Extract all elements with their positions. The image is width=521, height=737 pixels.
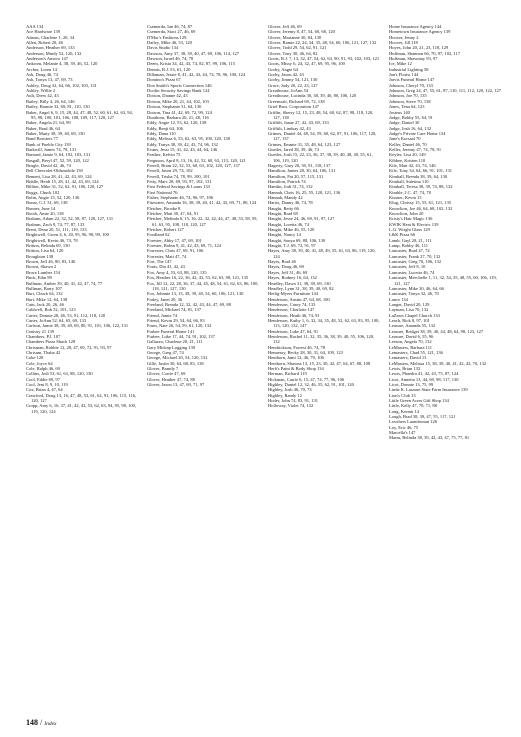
index-entry: Gorby, Angie 64 bbox=[268, 66, 298, 72]
index-entry: Lamp, Bobby 46, 111 bbox=[389, 243, 429, 249]
index-entry: Feather, Kelvin 75 bbox=[147, 152, 181, 158]
index-entry: Dillaman, Jessie 8, 41, 42, 43, 44, 74, 78, 96, 100, 124 bbox=[147, 72, 246, 78]
index-entry: Kimble, J.C. 47, 74, 78 bbox=[389, 189, 431, 195]
index-entry: Dotson, Mike 20, 21, 44, 102, 103 bbox=[147, 98, 209, 104]
index-entry: Leach, Rick 8, 97, 101 bbox=[389, 317, 430, 323]
index-entry: Allen, Robert 20, 46 bbox=[26, 40, 63, 46]
index-entry: Highley, Daniel 12, 32, 46, 55, 62, 91, 101, 120 bbox=[268, 382, 354, 388]
index-entry: Henderson, Heath 46, 74, 91 bbox=[268, 312, 320, 318]
index-entry: Hoover, Jenny 2 bbox=[389, 34, 419, 40]
index-entry: Lancaster, Frank 27, 70, 132 bbox=[389, 253, 441, 259]
index-entry: Broughton 138 bbox=[26, 253, 54, 259]
index-entry: Brent, Dena 20, 51, 111, 119, 133 bbox=[26, 227, 87, 233]
index-entry: Guetler, Jared 38, 39, 46, 74 bbox=[268, 146, 319, 152]
index-entry: Fox, Johnnie 13, 15, 38, 39, 40, 54, 60, 106, 121, 130 bbox=[147, 291, 244, 297]
index-column-1 bbox=[26, 24, 139, 441]
index-entry: Glover, Todd 29, 54, 62, 91, 121 bbox=[268, 45, 327, 51]
index-entry: Haught, Nancy 14 bbox=[268, 232, 301, 238]
index-entry: Haught, Sonya 69, 88, 106, 130 bbox=[268, 237, 326, 243]
index-entry: Hayes, Amy 38, 39, 40, 41, 48, 49, 55, 61, 63, 86, 119, 120, 124 bbox=[268, 248, 376, 259]
index-entry: Judge, Daniel 30 bbox=[389, 120, 420, 126]
index-entry: Glover, Jeremy 8, 47, 54, 60, 68, 120 bbox=[268, 29, 335, 35]
index-entry: Hamilton, James 28, 30, 64, 106, 131 bbox=[268, 168, 336, 174]
index-entry: Domino's Pizza 67 bbox=[147, 77, 181, 83]
index-entry: Fletcher, Brooke 8 bbox=[147, 205, 181, 211]
index-entry: Long, Kermit 14 bbox=[389, 408, 420, 414]
index-entry: Grief Bros. Corporation 147 bbox=[268, 104, 319, 110]
index-entry: Cole, Joyce 64 bbox=[26, 360, 53, 366]
index-entry: First National 76 bbox=[147, 189, 178, 195]
index-entry: Hickman, Carrie 6, 15, 47, 74, 77, 96, 106 bbox=[268, 376, 345, 382]
index-entry: Lancaster, Meechelle 1, 11, 32, 34, 35, 48, 55, 60, 106, 119, 121, 127 bbox=[389, 275, 497, 286]
index-entry: Ferguson, April 8, 13, 16, 42, 52, 60, 63, 113, 120, 121 bbox=[147, 157, 246, 163]
index-entry: Griffith, Lindsay 42, 43 bbox=[268, 125, 311, 131]
index-entry: Bennett, Lisa 28, 41, 42, 43, 69, 124 bbox=[26, 173, 92, 179]
index-entry: Hayes, Rodney 16, 64, 132 bbox=[268, 275, 317, 281]
index-entry: Lemasters, David 13 bbox=[389, 355, 427, 361]
index-entry: Ash, Doug 46, 74 bbox=[26, 72, 58, 78]
index-entry: Freeland, Michael 74, 81, 137 bbox=[147, 307, 202, 313]
index-entry: Crawford, Doug 13, 16, 47, 48, 53, 61, 62, 91, 106, 115, 116, 120, 127 bbox=[26, 392, 137, 404]
index-entry: Archer, Loren 14 bbox=[26, 66, 57, 72]
index-entry: Jones, Tena 64, 123 bbox=[389, 104, 425, 110]
index-entry: Fox, Heather 16, 22, 36, 42, 43, 53, 62, 63, 98, 121, 135 bbox=[147, 275, 249, 281]
index-entry: Forrester, Matt 47, 74 bbox=[147, 253, 187, 259]
index-entry: Fletcher, Matt 30, 47, 64, 91 bbox=[147, 211, 199, 217]
index-entry: Kile, Tony 34, 64, 66, 91, 101, 131 bbox=[389, 168, 452, 174]
index-entry: Britton, Belinda 69, 130 bbox=[26, 243, 70, 249]
index-entry: Hamlin, Jodi 31, 74, 132 bbox=[268, 184, 313, 190]
index-entry: Leasure, Amanda 55, 132 bbox=[389, 323, 436, 329]
index-column-3 bbox=[268, 24, 381, 441]
index-entry: Huffman, Shawntay 93, 97 bbox=[389, 56, 438, 62]
index-entry: Basgall, Beryl 47, 52, 59, 120, 122 bbox=[26, 157, 89, 163]
index-entry: Layman, Lisa 70, 132 bbox=[389, 307, 429, 313]
index-entry: Cool, Jeni 8, 9, 10, 119 bbox=[26, 382, 68, 388]
index-entry: Dotson, Dianne 42, 43 bbox=[147, 93, 188, 99]
index-entry: Barkwill, James 74, 78, 131 bbox=[26, 146, 77, 152]
index-entry: Don Smith's Sports Connection 146 bbox=[147, 82, 212, 88]
index-entry: Glover, Jason 13, 47, 69, 71, 97 bbox=[147, 382, 205, 388]
index-entry: Johnson, Joe 70, 135 bbox=[389, 93, 427, 99]
index-entry: Highley, Josh 46, 70, 73 bbox=[268, 387, 312, 393]
index-entry: Cropp, Amy 6, 16, 37, 41, 42, 43, 53, 62, 63, 94, 95, 98, 100, 119, 120, 124 bbox=[26, 403, 137, 414]
index-entry: Britton, Lisa 64, 120 bbox=[26, 248, 64, 254]
index-entry: Grace, Judy 20, 22, 23, 127 bbox=[268, 82, 318, 88]
index-entry: Little, Kelly 47, 70, 71, 88 bbox=[389, 403, 437, 409]
index-entry: Heilig-Myers Furniture 144 bbox=[268, 291, 318, 297]
index-entry: Glover, Jeff 46, 69 bbox=[268, 24, 302, 29]
index-entry: Knowlton, John 20 bbox=[389, 211, 424, 217]
index-entry: D'Mor's Fashions 129 bbox=[147, 34, 187, 40]
index-entry: Anderson, Mindy 52, 120, 132 bbox=[26, 50, 82, 56]
index-entry: Dawson, Israel 46, 74, 78 bbox=[147, 56, 194, 62]
index-entry: Bonar, C.J. 31, 69, 138 bbox=[26, 200, 68, 206]
index-entry: Furbee, Luke 17, 44, 74, 91, 102, 137 bbox=[147, 333, 215, 339]
index-entry: Fisher, Stephanie 46, 74, 96, 97, 106 bbox=[147, 195, 213, 200]
index-entry: First Federal Savings & Loans 133 bbox=[147, 184, 210, 190]
index-entry: Collins, Jodi 53, 61, 63, 88, 120, 130 bbox=[26, 371, 93, 377]
index-entry: Ace Hardware 139 bbox=[26, 29, 60, 35]
index-entry: Frum, Nate 26, 54, 59, 61, 120, 132 bbox=[147, 323, 212, 329]
index-entry: Glover, Brandy 7 bbox=[147, 366, 179, 371]
index-entry: Henderson, Austin 47, 64, 68, 100 bbox=[268, 296, 330, 302]
index-entry: Harris, Danny 46, 74, 78 bbox=[268, 200, 313, 206]
index-entry: Jan's Florist 144 bbox=[389, 72, 419, 78]
index-entry: Dunthorn, Barbara 20, 21, 48, 116 bbox=[147, 114, 209, 120]
index-entry: Dennis, B.J. 53, 61, 120 bbox=[147, 66, 191, 72]
index-entry: Bank of Pueblo City 139 bbox=[26, 141, 71, 147]
index-entry: Kimball, Suleima 110 bbox=[389, 178, 429, 184]
index-entry: Baker, Marty 38, 39, 40, 69, 130 bbox=[26, 130, 85, 136]
index-entry: Billiter, Mike 31, 52, 62, 91, 106, 120, 127 bbox=[26, 184, 104, 190]
index-entry: Dotson, Tina 41, 42, 69, 72, 99, 124 bbox=[147, 109, 212, 115]
index-column-2 bbox=[147, 24, 260, 441]
index-entry: Lancaster, Jeff 8, 10 bbox=[389, 264, 426, 270]
index-entry: Kile, Matt 42, 43, 74, 146 bbox=[389, 162, 436, 168]
index-entry: Fletcher, Robert 127 bbox=[147, 227, 184, 233]
index-entry: Marcella's 147 bbox=[389, 430, 416, 436]
index-entry: Judge, Bobby 55, 64, 91 bbox=[389, 114, 433, 120]
index-entry: Ankrom, Melanie 4, 38, 39, 46, 52, 120 bbox=[26, 61, 98, 67]
index-entry: Klug, Chrissy 15, 55, 61, 121, 135 bbox=[389, 200, 452, 206]
index-entry: Henthorn, Shawna 13, 15, 23, 30, 42, 47, 64, 67, 88, 108 bbox=[268, 360, 371, 366]
index-entry: Cox, Brian 4, 47, 64 bbox=[26, 387, 63, 393]
index-entry: Kimball, Brenda 38, 39, 64, 130 bbox=[389, 173, 448, 179]
index-entry: Henderson, Rachel 11, 32, 35, 36, 38, 39, 40, 55, 106, 120, 132 bbox=[268, 333, 375, 345]
index-entry: Johnson, Greg 24, 47, 55, 61, 87, 110, 111, 112, 120, 122, 127 bbox=[389, 88, 501, 94]
index-entry: Bullman, Barry 107 bbox=[26, 285, 62, 291]
index-entry: Lowthers Laundromat 126 bbox=[389, 419, 437, 425]
index-entry: Lewis, Phaedra 41, 42, 43, 75, 87, 124 bbox=[389, 371, 459, 377]
index-entry: Anderson's Amoco 147 bbox=[26, 56, 69, 62]
index-entry: Goots, B.J. 7, 13, 32, 47, 54, 62, 63, 90, 91, 93, 102, 103, 121 bbox=[268, 56, 380, 62]
index-entry: Doolin Security Savings Bank 124 bbox=[147, 88, 210, 94]
index-entry: Ferrell, Jason 29, 74, 102 bbox=[147, 168, 193, 174]
index-entry: Guetler, Josh 15, 22, 23, 36, 37, 38, 39, 40, 48, 49, 55, 61, 106, 119, 120 bbox=[268, 152, 373, 163]
index-entry: Kibbee, Kristen 110 bbox=[389, 157, 426, 163]
index-entry: Grimes, Daniel 44, 48, 54, 59, 60, 62, 87, 91, 106, 117, 120, 127, 137 bbox=[268, 130, 377, 142]
index-entry: Chrisman, Robbie 12, 28, 47, 69, 72, 91, 93, 97 bbox=[26, 344, 112, 350]
index-entry: Cain, Jack 20, 26, 46 bbox=[26, 301, 64, 307]
index-entry: Goots, Missy 6, 24, 32, 47, 69, 95, 96, 100 bbox=[268, 61, 345, 67]
index-entry: Johnson, Steve 70, 138 bbox=[389, 98, 431, 104]
index-entry: Henderson, Kathy 1, 6, 32, 34, 35, 48, 52, 62, 63, 83, 95, 100, 113, 120, 132, 147 bbox=[268, 317, 380, 329]
index-entry: Lancaster, Lucetta 46, 74 bbox=[389, 269, 435, 275]
index-entry: Lemasters, Chad 55, 121, 136 bbox=[389, 349, 443, 355]
index-entry: Ferrell, Brian 22, 32, 53, 60, 63, 102, 120, 127, 137 bbox=[147, 162, 240, 168]
index-entry: Buck, Ethn 89 bbox=[26, 275, 52, 281]
index-entry: Keyler, Lisa 20, 149 bbox=[389, 152, 426, 158]
index-entry: Carter, JoAnn 52, 64, 65, 69, 133 bbox=[26, 317, 86, 323]
index-entry: Ashley, Willie 2 bbox=[26, 88, 56, 94]
index-entry: Hannah, Mandy 42 bbox=[268, 195, 303, 200]
index-entry: Licot, Donnie 13, 75, 99 bbox=[389, 382, 434, 388]
page-footer bbox=[26, 718, 56, 729]
index-entry: Baker, Brad 46, 64 bbox=[26, 125, 60, 131]
index-entry: Booth, Amie 20, 138 bbox=[26, 211, 64, 217]
index-entry: Hamilton, Pat 20, 57, 115, 131 bbox=[268, 173, 324, 179]
index-entry: Fraley, Janet 20, 36 bbox=[147, 296, 183, 302]
index-entry: Eddy, Benji 64, 106 bbox=[147, 125, 183, 131]
index-entry: Henderson, Charlotte 147 bbox=[268, 307, 315, 313]
index-entry: Bruce Lumber 154 bbox=[26, 269, 60, 275]
index-entry: Fouts, Dia 41, 42, 43 bbox=[147, 264, 185, 270]
index-entry: Cole, Ralph 46, 69 bbox=[26, 366, 60, 371]
index-entry: Leasure, David 6, 55, 96 bbox=[389, 333, 434, 339]
index-entry: Gallazzo, Charlene 20, 21, 111 bbox=[147, 339, 203, 345]
index-entry: Glover, Ramie 22, 24, 34, 35, 48, 54, 60, 106, 121, 127, 132 bbox=[268, 40, 377, 46]
index-entry: Judge, Josh 16, 64, 132 bbox=[389, 125, 432, 131]
index-entry: Carlson, Jamie 38, 39, 40, 69, 80, 91, 101, 106, 122, 131 bbox=[26, 323, 129, 329]
index-entry: Dotson, Stephanie 31, 64, 130 bbox=[147, 104, 202, 110]
index-entry: Csemerda, Staci 27, 46, 69 bbox=[147, 29, 196, 35]
index-entry: Forester, Robin 9, 41, 42, 43, 69, 71, 124 bbox=[147, 243, 221, 249]
index-entry: Fletcher, Melinda 6, 15, 16, 22, 32, 42, 44, 47, 48, 53, 58, 59, 61, 63, 95, 108, 118, 120, 127 bbox=[147, 216, 258, 227]
index-entry: Furbee Funeral Home 141 bbox=[147, 328, 195, 334]
index-entry: Lewis, Brian 133 bbox=[389, 366, 421, 371]
index-entry: Leasure, Bridget 38, 39, 40, 44, 48, 64, 98, 123, 127 bbox=[389, 328, 484, 334]
index-entry: Eddy, Dana 110 bbox=[147, 130, 176, 136]
index-entry: Little Green Acres Gift Shop 134 bbox=[389, 398, 449, 404]
index-entry: Haught, Brad 69 bbox=[268, 211, 298, 217]
index-entry: Deem, Krista 34, 42, 43, 74, 82, 87, 99, 106, 115 bbox=[147, 61, 235, 67]
index-entry: Hannah, Chris 16, 25, 55, 120, 121, 136 bbox=[268, 189, 341, 195]
index-entry: Glover, Corrie 47, 69 bbox=[147, 371, 186, 377]
index-entry: Bolin, Angie 15, 52, 120, 136 bbox=[26, 195, 80, 200]
index-entry: Hendrickson, Forrest 46, 74, 78 bbox=[268, 344, 326, 350]
index-entry: Eddy, Angie 12, 53, 62, 120, 138 bbox=[147, 120, 207, 126]
index-entry: Knowlton, Joe 46, 64, 68, 102, 132 bbox=[389, 205, 453, 211]
index-entry: Davis Studio 134 bbox=[147, 45, 179, 51]
index-entry: George, Greg 47, 74 bbox=[147, 349, 184, 355]
index-entry: George, Michael 20, 54, 120, 132 bbox=[147, 355, 208, 361]
index-entry: Greathouse, Lucinda 30, 38, 39, 46, 80, 106, 120 bbox=[268, 93, 357, 99]
index-entry: Eddy, Tonya 38, 39, 42, 43, 74, 96, 132 bbox=[147, 141, 218, 147]
index-entry: Ault, Drew 42, 43 bbox=[26, 93, 59, 99]
index-entry: Lance 134 bbox=[389, 296, 408, 302]
index-entry: Cool, Eddie 69, 97 bbox=[26, 376, 60, 382]
index-entry: KWIK Heat & Electric 139 bbox=[389, 221, 439, 227]
index-entry: Hoover, Jill 118 bbox=[389, 40, 418, 46]
index-entry: Forrester, Chris 47, 69, 91, 106 bbox=[147, 248, 204, 254]
index-entry: Lancaster, Mike 30, 46, 64, 66 bbox=[389, 285, 444, 291]
footer-separator: / bbox=[40, 718, 43, 727]
index-entry: Dailey, Mike 46, 53, 120 bbox=[147, 40, 192, 46]
index-entry: Anderson, Heather 69, 133 bbox=[26, 45, 75, 51]
index-entry: Herb's Paint & Body Shop 134 bbox=[268, 366, 324, 371]
index-entry: Coke 128 bbox=[26, 355, 44, 361]
index-entry: Fox, Amy 4, 53, 63, 88, 120, 135 bbox=[147, 269, 207, 275]
index-entry: Keller, Daniel 46, 70 bbox=[389, 141, 427, 147]
index-entry: Industrial Lighting 58 bbox=[389, 66, 429, 72]
index-entry: Burt, Chuck 64, 132 bbox=[26, 291, 63, 297]
index-entry: Carter, Donnie 28, 46, 53, 91, 112, 118, 120 bbox=[26, 312, 106, 318]
index-entry: Lancaster, Greg 70, 106, 132 bbox=[389, 259, 442, 265]
index-entry: Judge's Private Care Home 134 bbox=[389, 130, 446, 136]
index-entry: Bonner, June 14 bbox=[26, 205, 56, 211]
index-entry: Lancaster, Brad 47, 74 bbox=[389, 248, 430, 254]
index-entry: Kimball, Teresa 38, 39, 74, 88, 132 bbox=[389, 184, 453, 190]
index-entry: Hagerty, Gary 20, 30, 91, 118, 137 bbox=[268, 162, 331, 168]
index-entry: Hayes, Doug 46, 69 bbox=[268, 264, 304, 270]
index-entry: AAA 134 bbox=[26, 24, 44, 29]
index-entry: Century 21 139 bbox=[26, 328, 54, 334]
index-entry: Ice, Mike 12 bbox=[389, 61, 412, 67]
index-entry: Baker, Angel 6, 9, 15, 28, 44, 47, 48, 52, 60, 61, 62, 63, 94, 95, 98, 100, 101, 106, 108, 109, 117, 120, 127 bbox=[26, 109, 133, 120]
index-column-4 bbox=[389, 24, 502, 441]
index-entry: Kissner, Kevin 13 bbox=[389, 195, 422, 200]
index-entry: Baker, Angela 21, 64, 99 bbox=[26, 120, 71, 126]
index-entry: Johnson, Cheryl 70, 133 bbox=[389, 82, 433, 88]
index-entry: Haught, Loretta 46, 74 bbox=[268, 221, 309, 227]
index-entry: Chambers Pizza Shack 128 bbox=[26, 339, 76, 345]
index-entry: Caldwell, Rob 52, 101, 123 bbox=[26, 307, 76, 313]
index-entry: Lancaster, Tonya 32, 46, 70 bbox=[389, 291, 439, 297]
index-entry: Brown, Jeff 46, 80, 83, 146 bbox=[26, 259, 76, 265]
index-entry: Ash, Tonya 13, 47, 69, 73 bbox=[26, 77, 73, 83]
index-entry: Bell Chevrolet-Oldsmobile 150 bbox=[26, 168, 83, 174]
index-entry: Greenwalt, Richard 69, 72, 138 bbox=[268, 98, 325, 104]
index-entry: Holloway, Violet 74, 132 bbox=[268, 403, 314, 409]
index-entry: Henderson, Luke 47, 64, 91 bbox=[268, 328, 319, 334]
index-entry: Home Insurance Agency 144 bbox=[389, 24, 442, 29]
index-entry: Dawson, Amy 37, 38, 39, 40, 47, 69, 106, 114, 127 bbox=[147, 50, 239, 56]
index-entry: Brightwell, Kevin 46, 74, 78 bbox=[26, 237, 78, 243]
index-entry: Lough, Brad 38, 39, 47, 55, 117, 121 bbox=[389, 414, 456, 420]
index-entry: Huffman, Shannon 66, 70, 97, 102, 117 bbox=[389, 50, 461, 56]
index-entry: Brabum, Zach 9, 74, 77, 87, 133 bbox=[26, 221, 85, 227]
index-entry: Keller, Jeremy 47, 74, 78, 91 bbox=[389, 146, 442, 152]
index-entry: Hennessy, Becky 28, 30, 31, 64, 109, 123 bbox=[268, 349, 343, 355]
index-entry: Burt, Mike 12, 64, 138 bbox=[26, 296, 68, 302]
index-columns bbox=[26, 24, 502, 441]
index-entry: LaZears Chapel Church 133 bbox=[389, 312, 440, 318]
index-entry: Band Boosters 77 bbox=[26, 136, 58, 142]
index-entry: Csemerda, Ian 46, 74, 87 bbox=[147, 24, 193, 29]
index-entry: Hayes, Brad 46 bbox=[268, 259, 296, 265]
index-entry: Highley, Randy 12 bbox=[268, 392, 302, 398]
index-entry: Bailey, Billy 4, 26, 64, 146 bbox=[26, 98, 75, 104]
index-entry: Ashley, Doug 32, 64, 66, 102, 103, 131 bbox=[26, 82, 97, 88]
index-entry: Marm, Belinda 38, 39, 42, 43, 47, 75, 77, 81 bbox=[389, 435, 470, 441]
index-entry: Biddle, Heidi 15, 28, 41, 42, 43, 69, 124 bbox=[26, 178, 99, 184]
index-entry: Hometown Insurance Agency 139 bbox=[389, 29, 451, 35]
index-entry: Grimes, Emmie 31, 35, 48, 64, 123, 127 bbox=[268, 141, 341, 147]
index-entry: Brabum, Adam 22, 32, 52, 58, 87, 120, 127, 131 bbox=[26, 216, 114, 222]
index-entry: L.G. Wright Glass 129 bbox=[389, 227, 430, 233]
index-entry: Headley, Dawn 31, 38, 39, 69, 130 bbox=[268, 280, 331, 286]
index-entry: Chambers, P.J. 107 bbox=[26, 333, 61, 339]
index-entry: Fitzwater, Amanda 16, 38, 39, 40, 41, 42, 43, 69, 71, 80, 124 bbox=[147, 200, 257, 206]
index-entry: Haught, T.J. 69, 72, 91, 97 bbox=[268, 243, 316, 249]
index-entry: Griffin, Sherry 12, 15, 23, 48, 54, 60, 62, 87, 98, 118, 120, 127, 138 bbox=[268, 109, 374, 120]
index-entry: L&K Pizza 66 bbox=[389, 232, 415, 238]
index-entry: Adams, Charlene 1, 20, 34 bbox=[26, 34, 75, 40]
index-entry: LeMasters, Barbara 111 bbox=[389, 344, 433, 350]
index-entry: Chrisam, Thaba 42 bbox=[26, 349, 61, 355]
index-entry: Greathouse, JoAnn 54 bbox=[268, 88, 309, 94]
index-entry: Forester, Abby 17, 47, 69, 101 bbox=[147, 237, 202, 243]
index-entry: Brown, Shawn 2 bbox=[26, 264, 57, 270]
index-entry: Loy, Eric 46, 75 bbox=[389, 424, 419, 430]
index-entry: Griffith, Janae 27, 42, 43, 69, 133 bbox=[268, 120, 329, 126]
index-entry: Freeland, Brenda 12, 32, 42, 43, 44, 47, 69, 88 bbox=[147, 301, 231, 307]
index-entry: Fort, The 147 bbox=[147, 259, 172, 265]
index-entry: Hoder, John 74, 83, 91, 131 bbox=[268, 398, 318, 404]
index-entry: Evans, Jessi 15, 41, 42, 43, 44, 64, 146 bbox=[147, 146, 218, 152]
index-entry: Gary Midcap Logging 139 bbox=[147, 344, 196, 350]
index-entry: Hoyes, John 20, 21, 23, 118, 129 bbox=[389, 45, 449, 51]
index-entry: Langer, David 20, 129 bbox=[389, 301, 430, 307]
index-entry: Lamb, Gayl 20, 21, 111 bbox=[389, 237, 432, 243]
index-entry: Friend, Kevin 29, 54, 64, 66, 83 bbox=[147, 317, 205, 323]
index-entry: Licot, Annetta 13, 44, 69, 98, 117, 130 bbox=[389, 376, 459, 382]
index-entry: Fetty, Marc 28, 69, 93, 97, 102, 131 bbox=[147, 178, 212, 184]
index-entry: Fox, Jill 12, 22, 28, 36, 37, 44, 45, 48, 54, 61, 62, 63, 86, 100, 118, 121, 127, 130 bbox=[147, 280, 259, 291]
index-entry: Bullman, Amber 39, 40, 41, 42, 47, 74, 77 bbox=[26, 280, 103, 286]
index-entry: Herman, Richard 119 bbox=[268, 371, 307, 377]
index-entry: Boggs, Chuck 102 bbox=[26, 189, 60, 195]
index-entry: Bailey, Bonnie 32, 69, 81, 110, 130 bbox=[26, 104, 90, 110]
page-number: 148 bbox=[26, 718, 38, 727]
index-entry: Jarvis Funeral Home 147 bbox=[389, 77, 435, 83]
index-entry: Hamilton, Patrick 74 bbox=[268, 178, 306, 184]
footer-index-label: Index bbox=[44, 721, 57, 727]
index-entry: Ferrell, Trisha 74, 78, 99, 100, 101 bbox=[147, 173, 210, 179]
index-entry: Haught, Jesse 24, 46, 69, 91, 97, 127 bbox=[268, 216, 335, 222]
index-entry: LeMasters, Melissa 15, 38, 39, 40, 41, 42, 43, 70, 132 bbox=[389, 360, 487, 366]
index-entry: Brightwell, Gwen 4, 6, 20, 95, 96, 98, 99, 100 bbox=[26, 232, 109, 238]
index-entry: Glover, Tony 30, 46, 64, 82 bbox=[268, 50, 318, 56]
index-entry: Henderson, Casey 74, 133 bbox=[268, 301, 316, 307]
index-entry: Barnard, Jamie 9, 64, 102, 103, 131 bbox=[26, 152, 91, 158]
index-entry: Haught, Betty 66 bbox=[268, 205, 299, 211]
index-entry: Eddy, Melissa 6, 53, 62, 63, 95, 100, 120, 138 bbox=[147, 136, 230, 142]
index-entry: Gorby, Jimmy 54, 121, 130 bbox=[268, 77, 318, 83]
index-entry: Kristy's Hair Magic 136 bbox=[389, 216, 433, 222]
index-entry: Headley, Lynn 31, 38, 39, 40, 69, 82 bbox=[268, 285, 334, 291]
index-entry: Beagle, David 42, 46, 74 bbox=[26, 162, 71, 168]
index-entry: Lion's Club 13 bbox=[389, 392, 416, 398]
index-entry: Haught, Mike 46, 55, 120 bbox=[268, 227, 315, 233]
index-entry: Glover, Marianne 30, 84, 130 bbox=[268, 34, 322, 40]
index-entry: June's Korsaal 70 bbox=[389, 136, 421, 142]
index-entry: Gille, Justin 30, 64, 68, 83, 138 bbox=[147, 360, 204, 366]
index-entry: Leeson, Angela 70, 132 bbox=[389, 339, 432, 345]
index-entry: Josteus 140 bbox=[389, 109, 410, 115]
index-entry: Linda K. Lasaure State Farm Insurance 139 bbox=[389, 387, 468, 393]
index-entry: Gorby, Jason 42, 43 bbox=[268, 72, 304, 78]
index-entry: Hayes, Jeff 31, 46, 69 bbox=[268, 269, 308, 275]
index-entry: Henthorn, Jami 12, 46, 70, 106 bbox=[268, 355, 324, 361]
index-entry: Glover, Heather 47, 74, 88 bbox=[147, 376, 195, 382]
index-entry: Foodland 62 bbox=[147, 232, 170, 238]
index-entry: Friend, Jamie 74 bbox=[147, 312, 178, 318]
